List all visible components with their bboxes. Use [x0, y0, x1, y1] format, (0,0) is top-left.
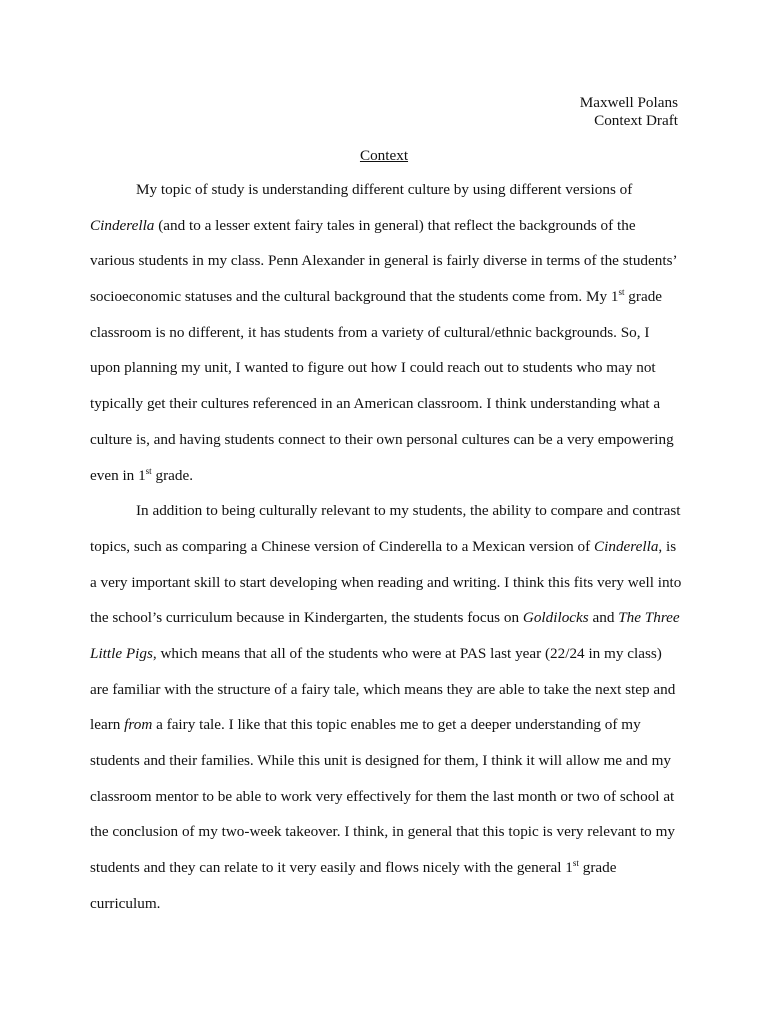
document-body: [90, 172, 690, 921]
paragraph-1-line-2: Cinderella (and to a lesser extent fairy tales in general) that reflect the backgrounds of the: [90, 216, 636, 234]
paragraph-1-line-8: culture is, and having students connect to their own personal cultures can be a very empowering: [90, 430, 674, 448]
title-text: Context: [359, 147, 409, 164]
paragraph-1-line-7: typically get their cultures referenced in an American classroom. I think understanding what a: [90, 395, 661, 413]
paragraph-1-line-3: various students in my class. Penn Alexander in general is fairly diverse in terms of the students’: [90, 252, 678, 270]
paragraph-1-line-6: upon planning my unit, I wanted to figure out how I could reach out to students who may not: [90, 359, 656, 377]
italic-title: The Three: [618, 609, 680, 627]
author-name: Maxwell Polans: [579, 94, 678, 111]
document-title: [0, 147, 768, 165]
paragraph-2-line-8: students and their families. While this unit is designed for them, I think it will allow me and my: [90, 752, 671, 769]
ordinal-superscript: st: [572, 858, 579, 869]
paragraph-1-line-4: socioeconomic statuses and the cultural background that the students come from. My 1st grade: [90, 287, 663, 306]
paragraph-2-line-9: classroom mentor to be able to work very effectively for them the last month or two of school at: [90, 787, 675, 805]
ordinal-superscript: st: [145, 465, 152, 476]
paragraph-1-line-5: classroom is no different, it has students from a variety of cultural/ethnic backgrounds. So, I: [90, 323, 650, 341]
paragraph-2-line-5: Little Pigs, which means that all of the students who were at PAS last year (22/24 in my class): [90, 644, 662, 662]
paragraph-2-line-6: are familiar with the structure of a fairy tale, which means they are able to take the next step and: [90, 680, 676, 698]
paragraph-2-line-4: the school’s curriculum because in Kindergarten, the students focus on Goldilocks and The Three: [90, 609, 680, 627]
paragraph-1-line-1: My topic of study is understanding different culture by using different versions of: [136, 181, 633, 198]
paragraph-2-line-2: topics, such as comparing a Chinese version of Cinderella to a Mexican version of Cinderella, is: [90, 537, 677, 555]
ordinal-superscript: st: [618, 287, 625, 298]
italic-title: Cinderella: [594, 537, 659, 555]
document-header: [580, 94, 678, 130]
paragraph-2-line-12: curriculum.: [90, 894, 161, 912]
paragraph-2-line-10: the conclusion of my two-week takeover. I think, in general that this topic is very relevant to my: [90, 823, 675, 841]
italic-title: Cinderella: [90, 216, 155, 234]
paragraph-1-line-9: even in 1st grade.: [90, 465, 194, 484]
italic-word: from: [124, 716, 153, 734]
paragraph-2-line-7: learn from a fairy tale. I like that this topic enables me to get a deeper understanding of my: [90, 716, 641, 734]
paragraph-2-line-1: In addition to being culturally relevant to my students, the ability to compare and contrast: [136, 502, 681, 520]
italic-title: Goldilocks: [522, 609, 589, 627]
paragraph-2-line-11: students and they can relate to it very easily and flows nicely with the general 1st grade: [90, 858, 617, 877]
paragraph-2-line-3: a very important skill to start developing when reading and writing. I think this fits very well into: [90, 573, 682, 591]
document-type: Context Draft: [594, 112, 678, 129]
italic-title: Little Pigs: [90, 644, 153, 662]
